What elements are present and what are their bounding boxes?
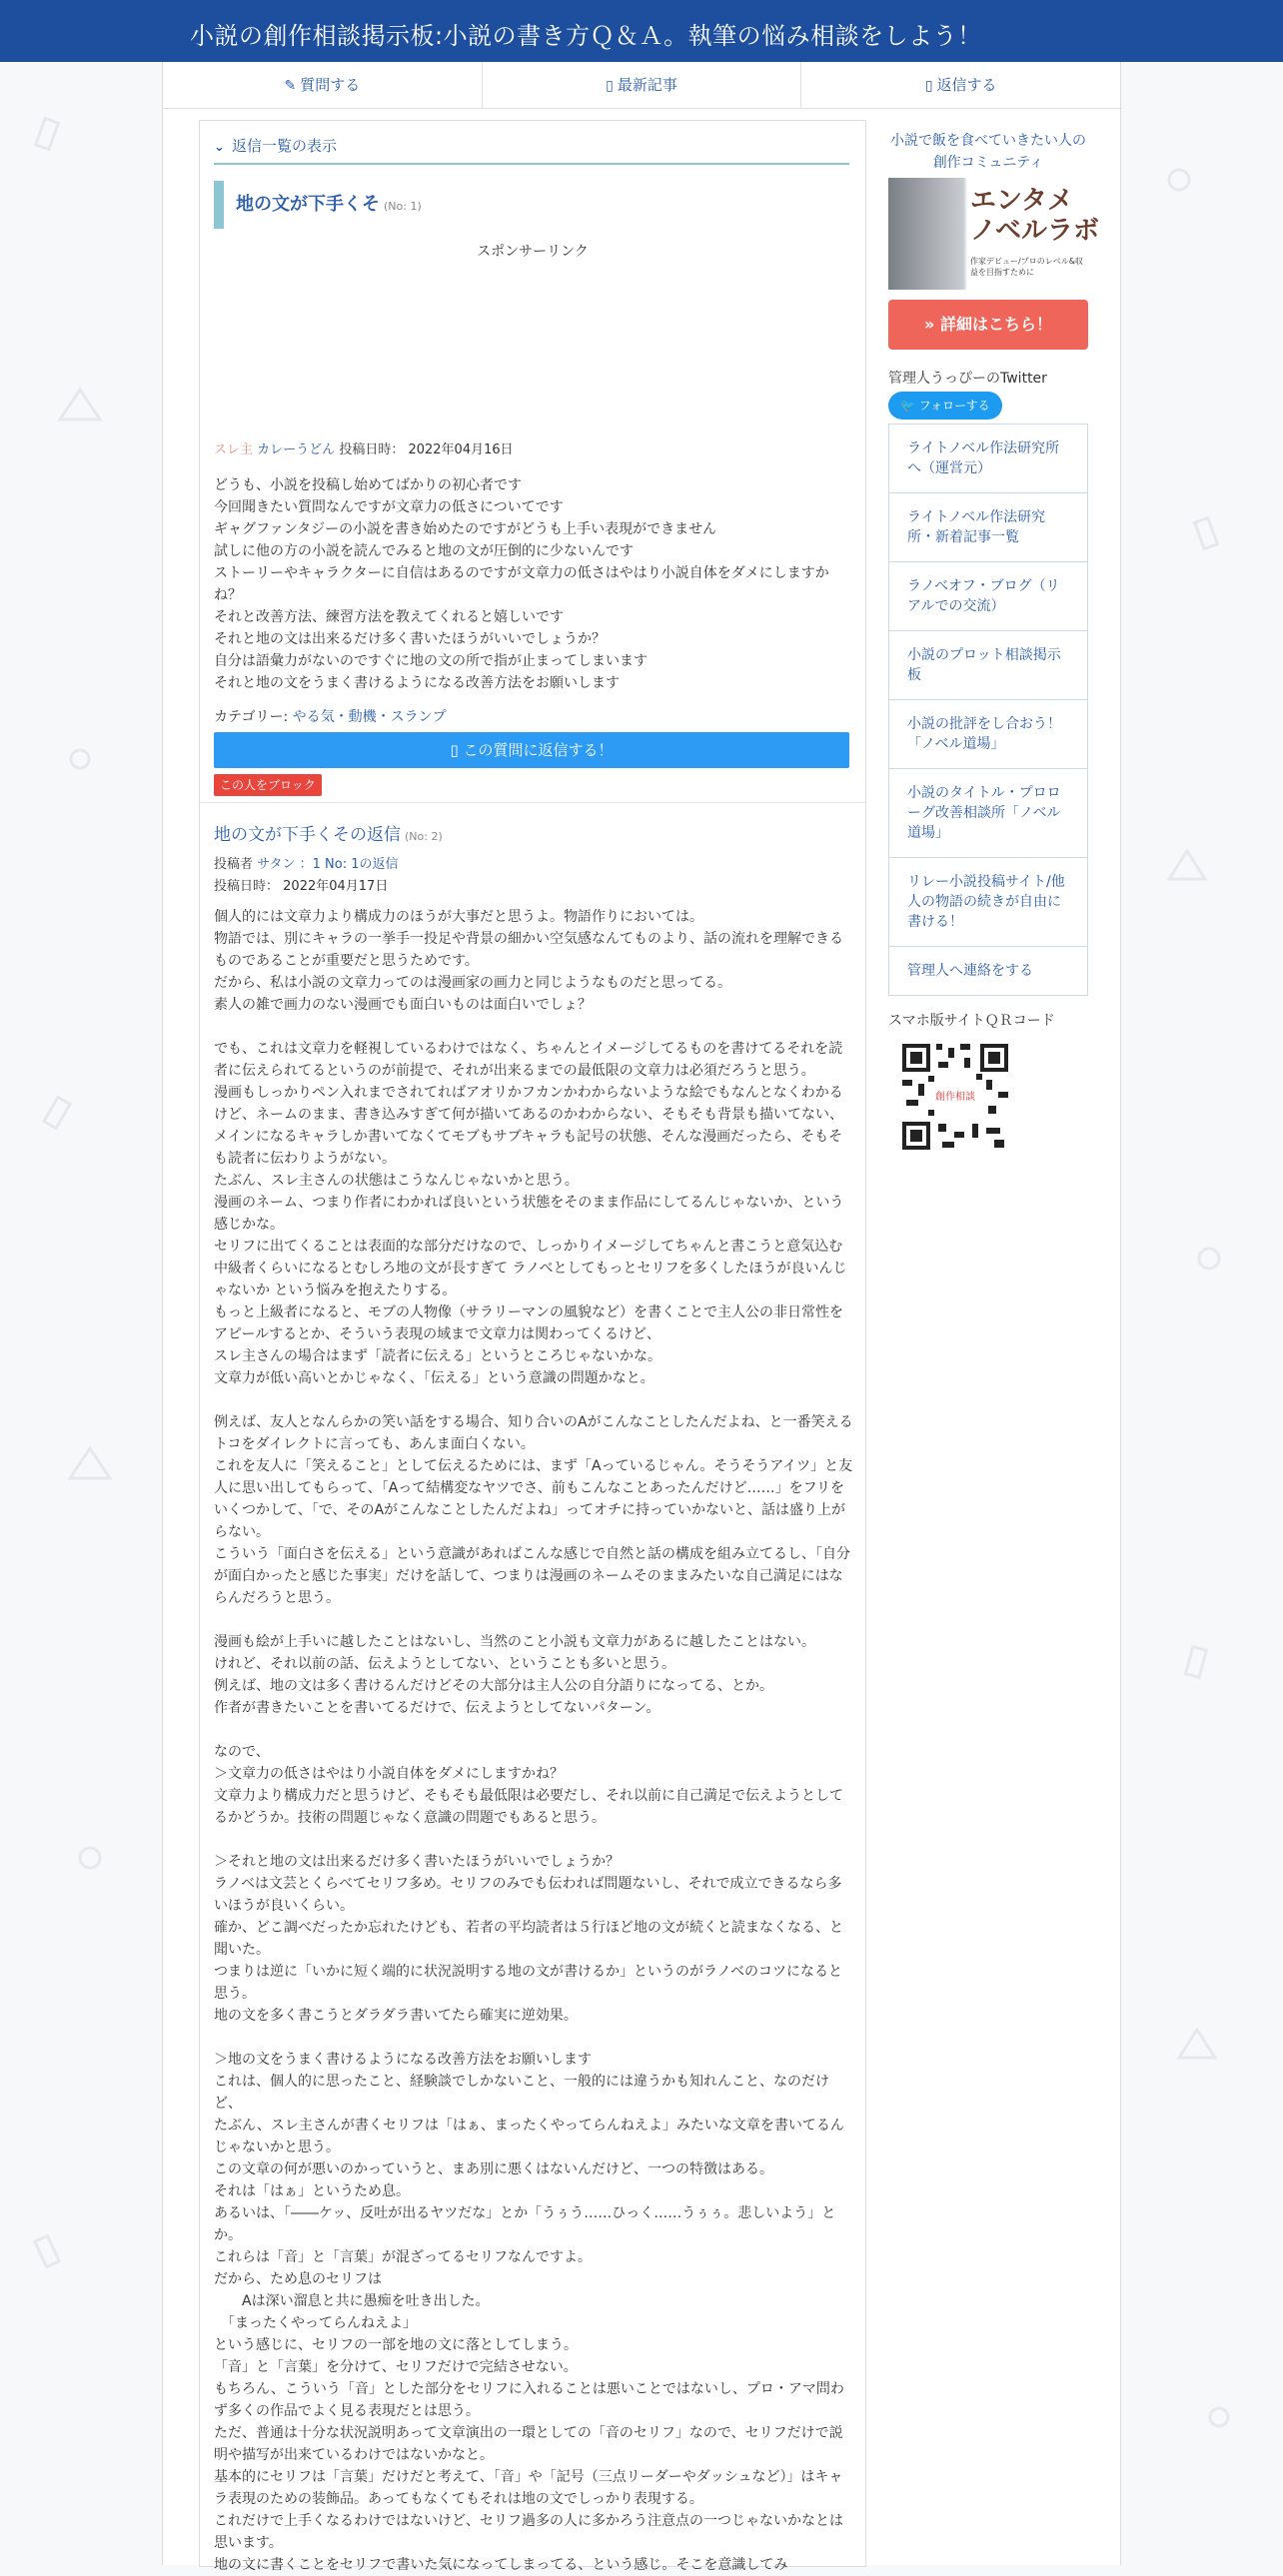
nav-ask-label: 質問する — [300, 76, 361, 94]
chevron-down-icon: ⌄ — [214, 140, 225, 155]
sidebar-link-critique-dojo[interactable]: 小説の批評をし合おう！「ノベル道場」 — [889, 700, 1087, 769]
thread-owner-mark: スレ主 — [214, 442, 254, 457]
nav-latest-posts[interactable] — [483, 62, 802, 108]
nav-ask-question[interactable] — [163, 62, 483, 108]
question-number: (No: 1) — [384, 200, 422, 213]
reply-meta — [214, 854, 399, 898]
page-container — [162, 62, 1121, 2573]
divider — [200, 802, 865, 803]
reply-button-label: この質問に返信する！ — [463, 741, 614, 759]
twitter-bird-icon: 🐦 — [900, 399, 919, 413]
sidebar-link-plot-board[interactable]: 小説のプロット相談掲示板 — [889, 631, 1087, 700]
sidebar-link-lightnovel-lab[interactable]: ライトノベル作法研究所へ（運営元） — [889, 425, 1087, 493]
sidebar — [888, 120, 1099, 1158]
question-meta — [214, 438, 514, 457]
reply-number: (No: 2) — [405, 830, 443, 843]
site-title[interactable]: 小説の創作相談掲示板:小説の書き方Ｑ＆Ａ。執筆の悩み相談をしよう！ — [190, 22, 982, 50]
sidebar-link-contact-admin[interactable]: 管理人へ連絡をする — [907, 963, 1033, 979]
date-label: 投稿日時： — [339, 442, 405, 457]
reply-poster-link[interactable]: サタン — [257, 857, 296, 872]
poster-name-link[interactable]: カレーうどん — [257, 442, 336, 457]
sidebar-link-relay-novel[interactable]: リレー小説投稿サイト/他人の物語の続きが自由に書ける！ — [889, 858, 1087, 947]
follow-label: フォローする — [918, 399, 990, 413]
list-icon: ▯ — [606, 78, 614, 94]
reply-title — [214, 820, 443, 845]
reply-to-link[interactable]: ：1 No: 1の返信 — [299, 857, 399, 872]
category-link[interactable]: やる気・動機・スランプ — [292, 709, 447, 725]
qr-code — [898, 1040, 1012, 1154]
reply-date: 2022年04月17日 — [283, 879, 389, 894]
question-title — [214, 181, 855, 229]
post-date: 2022年04月16日 — [408, 442, 514, 457]
twitter-follow-button[interactable] — [888, 392, 1002, 420]
reply-date-label: 投稿日時： — [214, 879, 280, 894]
block-user-button[interactable]: この人をブロック — [214, 774, 322, 796]
sidebar-link-offline-blog[interactable]: ラノベオフ・ブログ（リアルでの交流） — [889, 562, 1087, 631]
banner-subtext: 作家デビュー/プロのレベル&収益を目指すために — [970, 257, 1083, 277]
nav-reply[interactable] — [801, 62, 1120, 108]
details-button-label: 詳細はこちら！ — [939, 315, 1052, 334]
category-line — [214, 706, 447, 726]
edit-icon: ✎ — [284, 78, 297, 94]
sidebar-links — [888, 424, 1088, 996]
qr-center-label: 創作相談 — [935, 1092, 975, 1103]
reply-to-question-button[interactable] — [214, 732, 849, 768]
site-header — [0, 0, 1283, 62]
poster-label: 投稿者 — [214, 857, 254, 872]
reply-list-toggle[interactable] — [214, 135, 849, 165]
sidebar-community-title[interactable]: 小説で飯を食べていきたい人の創作コミュニティ — [890, 133, 1086, 171]
banner-text: エンタメ ノベルラボ — [970, 186, 1099, 246]
reply-icon: ▯ — [450, 741, 464, 759]
reply-body: 個人的には文章力より構成力のほうが大事だと思うよ。物語作りにおいては。 物語では、別にキャラの一挙手一投足や背景の細かい空気感なんてものより、話の流れを理解できるものであることが重要だと思うためです。 だから、私は小説の文章力ってのは漫画家の画力と同じようなものだと思ってる。 素人の雑で画力のない漫画でも面白いものは面白いでしょ？ でも、これは文章力を軽視しているわけではなく、ちゃんとイメージしてるものを書けてるそれを読者に伝えられてるというのが前提で、それが出来るまでの最低限の文章力は必須だろうと思う。 漫画もしっかりペン入れまでされてればアオリかフカンかわからないような絵でもなんとなくわかるけど、ネームのまま、書き込みすぎて何が描いてあるのかわからない、そもそも背景も描いてない、メインになるキャラしか書いてなくてモブもサブキャラも記号の状態、そんな漫画だったら、そもそも読者に伝わりようがない。 たぶん、スレ主さんの状態はこうなんじゃないかと思う。 漫画のネーム、つまり作者にわかれば良いという状態をそのまま作品にしてるんじゃないか、という感じかな。 セリフに出てくることは表面的な部分だけなので、しっかりイメージしてちゃんと書こうと意気込む中級者くらいになるとむしろ地の文が長すぎて ラノベとしてもっとセリフを多くしたほうが良いんじゃないか という悩みを抱えたりする。 もっと上級者になると、モブの人物像（サラリーマンの風貌など）を書くことで主人公の非日常性をアピールするとか、そういう表現の域まで文章力は関わってくるけど、 スレ主さんの場合はまず「読者に伝える」というところじゃないかな。 文章力が低い高いとかじゃなく、「伝える」という意識の問題かなと。 例えば、友人となんらかの笑い話をする場合、知り合いのAがこんなことしたんだよね、と一番笑えるトコをダイレクトに言っても、あんま面白くない。 これを友人に「笑えること」として伝えるためには、まず「Aっているじゃん。そうそうアイツ」と友人に思い出してもらって、「Aって結構変なヤツでさ、前もこんなことあったんだけど……」をフリをいくつかして、「で、そのAがこんなことしたんだよね」ってオチに持っていかないと、話は盛り上がらない。 こういう「面白さを伝える」という意識があればこんな感じで自然と話の構成を組み立てるし、「自分が面白かったと感じた事実」だけを話して、つまりは漫画のネームそのままみたいな自己満足にはならんだろうと思う。 漫画も絵が上手いに越したことはないし、当然のこと小説も文章力があるに越したことはない。 けれど、それ以前の話、伝えようとしてない、ということも多いと思う。 例えば、地の文は多く書けるんだけどその大部分は主人公の自分語りになってる、とか。 作者が書きたいことを書いてるだけで、伝えようとしてないパターン。 なので、 ＞文章力の低さはやはり小説自体をダメにしますかね？ 文章力より構成力だと思うけど、そもそも最低限は必要だし、それ以前に自己満足で伝えようとしてるかどうか。技術の問題じゃなく意識の問題でもあると思う。 ＞それと地の文は出来るだけ多く書いたほうがいいでしょうか？ ラノベは文芸とくらべてセリフ多め。セリフのみでも伝われば問題ないし、それで成立できるなら多いほうが良いくらい。 確か、どこ調べだったか忘れたけども、若者の平均読者は５行ほど地の文が続くと読まなくなる、と聞いた。 つまりは逆に「いかに短く端的に状況説明する地の文が書けるか」というのがラノベのコツになると思う。 地の文を多く書こうとダラダラ書いてたら確実に逆効果。 ＞地の文をうまく書けるようになる改善方法をお願いします これは、個人的に思ったこと、経験談でしかないこと、一般的には違うかも知れんこと、なのだけど、 たぶん、スレ主さんが書くセリフは「はぁ、まったくやってらんねえよ」みたいな文章を書いてるんじゃないかと思う。 この文章の何が悪いのかっていうと、まあ別に悪くはないんだけど、一つの特徴はある。 それは「はぁ」というため息。 あるいは、「――ケッ、反吐が出るヤツだな」とか「うぅう……ひっく……うぅぅ。悲しいよう」とか。 これらは「音」と「言葉」が混ざってるセリフなんですよ。 だから、ため息のセリフは Aは深い溜息と共に愚痴を吐き出した。 「まったくやってらんねえよ」 という感じに、セリフの一部を地の文に落としてしまう。 「音」と「言葉」を分けて、セリフだけで完結させない。 もちろん、こういう「音」とした部分をセリフに入れることは悪いことではないし、プロ・アマ問わず多くの作品でよく見る表現だとは思う。 ただ、普通は十分な状況説明あって文章演出の一環としての「音のセリフ」なので、セリフだけで説明や描写が出来ているわけではないかなと。 基本的にセリフは「言葉」だけだと考えて、「音」や「記号（三点リーダーやダッシュなど）」はキャラ表現のための装飾品。あってもなくてもそれは地の文でしっかり表現する。 これだけで上手くなるわけではないけど、セリフ過多の人に多かろう注意点の一つじゃないかなとは思います。 地の文に書くことをセリフで書いた気になってしまってる、という感じ。そこを意識してみ — [214, 909, 853, 2573]
reply-icon: ▯ — [924, 78, 933, 94]
question-body: どうも、小説を投稿し始めてばかりの初心者です 今回聞きたい質問なんですが文章力の低さについてです ギャグファンタジーの小説を書き始めたのですがどうも上手い表現ができません 試しに他の方の小説を読んでみると地の文が圧倒的に少ないんです ストーリーやキャラクターに自信はあるのですが文章力の低さはやはり小説自体をダメにしますかね？ それと改善方法、練習方法を教えてくれると嬉しいです それと地の文は出来るだけ多く書いたほうがいいでしょうか？ 自分は語彙力がないのですぐに地の文の所で指が止まってしまいます それと地の文をうまく書けるようになる改善方法をお願いします — [214, 477, 829, 691]
nav-reply-label: 返信する — [936, 76, 997, 94]
twitter-label: 管理人うっぴーのTwitter — [888, 371, 1047, 387]
sidebar-link-latest-articles[interactable]: ライトノベル作法研究所・新着記事一覧 — [889, 493, 1087, 562]
nav-latest-label: 最新記事 — [617, 76, 677, 94]
question-title-text: 地の文が下手くそ — [236, 194, 380, 215]
qr-label: スマホ版サイトＱＲコード — [888, 1013, 1055, 1029]
double-chevron-right-icon: » — [924, 315, 940, 334]
sponsor-label: スポンサーリンク — [477, 244, 589, 260]
reply-toggle-label: 返信一覧の表示 — [232, 137, 338, 155]
thread-panel — [199, 120, 866, 2573]
top-nav — [163, 62, 1120, 109]
reply-title-link[interactable]: 地の文が下手くその返信 — [214, 825, 401, 845]
novel-lab-banner[interactable] — [888, 178, 1099, 290]
category-label: カテゴリー: — [214, 709, 289, 725]
details-button[interactable] — [888, 300, 1088, 350]
sidebar-link-title-prologue[interactable]: 小説のタイトル・プロローグ改善相談所「ノベル道場」 — [889, 769, 1087, 858]
